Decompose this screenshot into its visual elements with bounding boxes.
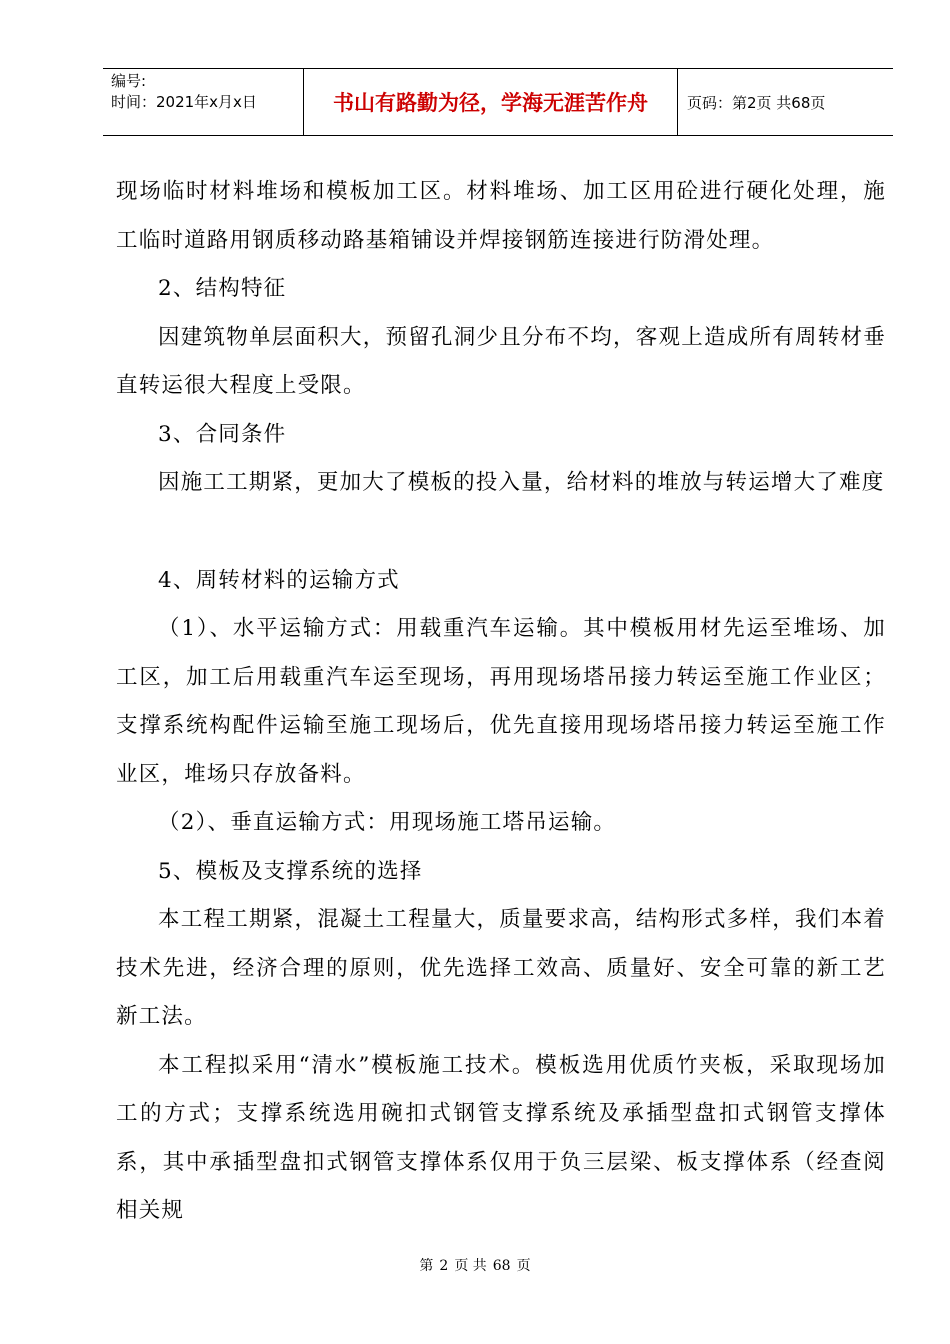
paragraph: （1）、水平运输方式：用载重汽车运输。其中模板用材先运至堆场、加工区，加工后用载重汽车运至现场，再用现场塔吊接力转运至施工作业区；支撑系统构配件运输至施工现场后，优先直接用现场塔吊接力转运至施工作业区，堆场只存放备料。 (116, 616, 886, 787)
document-body (116, 168, 886, 1236)
page-header (103, 68, 893, 136)
date-label: 时间：2021年x月x日 (111, 93, 257, 111)
paragraph: 3、合同条件 (158, 421, 287, 447)
footer-page-number: 2 (439, 1258, 449, 1274)
footer-total-pages: 68 (492, 1258, 511, 1274)
page-footer (0, 1255, 950, 1275)
footer-middle: 页 共 (454, 1258, 487, 1274)
paragraph: （2）、垂直运输方式：用现场施工塔吊运输。 (158, 810, 617, 835)
paragraph-gap (116, 508, 886, 557)
paragraph: 现场临时材料堆场和模板加工区。材料堆场、加工区用砼进行硬化处理，施工临时道路用钢质移动路基箱铺设并焊接钢筋连接进行防滑处理。 (116, 179, 886, 253)
paragraph: 2、结构特征 (158, 276, 287, 301)
header-meta (111, 71, 305, 113)
footer-suffix: 页 (516, 1258, 531, 1274)
paragraph: 4、周转材料的运输方式 (158, 567, 400, 593)
paragraph: 本工程工期紧，混凝土工程量大，质量要求高，结构形式多样，我们本着技术先进，经济合理的原则，优先选择工效高、质量好、安全可靠的新工艺新工法。 (116, 907, 886, 1029)
footer-prefix: 第 (419, 1258, 434, 1274)
paragraph: 因施工工期紧，更加大了模板的投入量，给材料的堆放与转运增大了难度 (158, 470, 885, 495)
paragraph: 本工程拟采用“清水”模板施工技术。模板选用优质竹夹板，采取现场加工的方式；支撑系统选用碗扣式钢管支撑系统及承插型盘扣式钢管支撑体系，其中承插型盘扣式钢管支撑体系仅用于负三层梁、板支撑体系（经查阅相关规 (116, 1052, 886, 1223)
serial-number-label: 编号: (111, 72, 147, 90)
header-page-info: 页码：第2页 共68页 (687, 93, 826, 112)
paragraph: 5、模板及支撑系统的选择 (158, 858, 423, 884)
header-divider (677, 69, 678, 135)
header-motto: 书山有路勤为径，学海无涯苦作舟 (333, 91, 648, 115)
paragraph: 因建筑物单层面积大，预留孔洞少且分布不均，客观上造成所有周转材垂直转运很大程度上受限。 (116, 324, 886, 398)
